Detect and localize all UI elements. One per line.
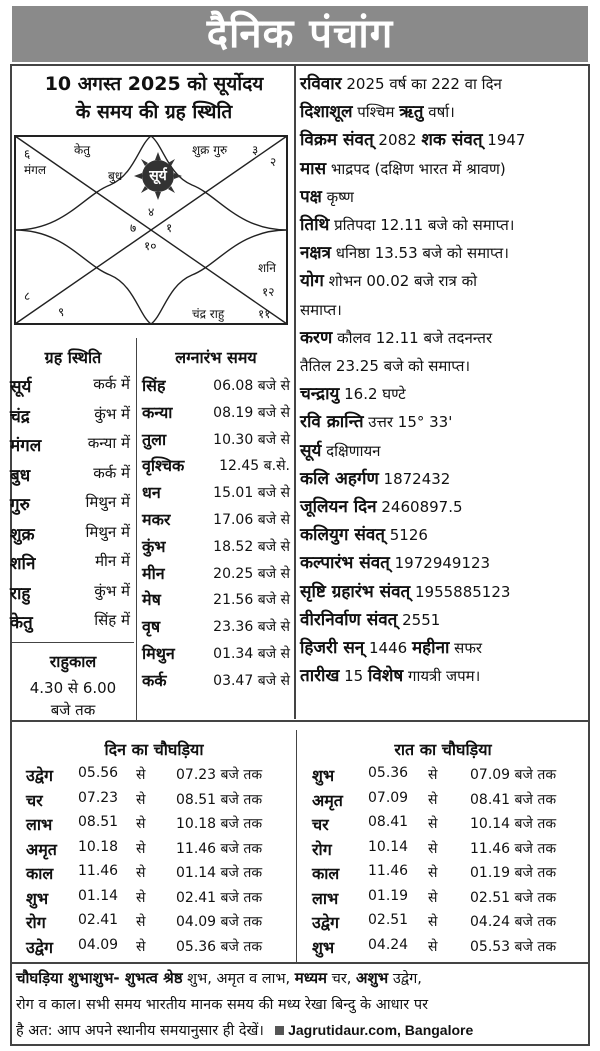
detail-value: गायत्री जपम। [403, 667, 481, 686]
house-7: ७ [130, 221, 137, 235]
choghadiya-to: 05.36 बजे तक [176, 938, 263, 955]
choghadiya-to: 05.53 बजे तक [470, 938, 557, 955]
detail-value: शोभन 00.02 बजे रात्र को [323, 272, 477, 291]
choghadiya-from: 01.19 [368, 887, 409, 904]
detail-value: भाद्रपद (दक्षिण भारत में श्रावण) [326, 159, 506, 178]
detail-line [300, 271, 588, 291]
lagna-time: 23.36 बजे से [213, 619, 290, 636]
lagna-name: सिंह [142, 376, 166, 395]
detail-value: सफर [449, 639, 483, 657]
detail-key: सृष्टि ग्रहारंभ संवत् [300, 581, 411, 602]
raat-choghadiya-row [312, 862, 582, 886]
choghadiya-name: लाभ [26, 815, 53, 834]
site-credit: Jagrutidaur.com, Bangalore [288, 1022, 474, 1038]
choghadiya-from: 05.56 [78, 765, 119, 781]
detail-key: योग [300, 271, 324, 292]
divider-left-cols [136, 338, 137, 721]
choghadiya-to: 11.46 बजे तक [470, 840, 557, 857]
lagna-time: 06.08 बजे से [213, 378, 290, 394]
lagna-time: 20.25 बजे से [213, 565, 290, 582]
lagna-time: 12.45 ब.से. [219, 458, 290, 475]
house-11: ११ [258, 307, 271, 321]
detail-value: 15 [339, 667, 368, 686]
choghadiya-to: 08.41 बजे तक [470, 791, 557, 808]
lagna-heading: लग्नारंभ समय [175, 348, 257, 367]
detail-line [300, 300, 588, 320]
detail-value: पश्चिम [352, 103, 400, 122]
square-icon [275, 1026, 284, 1035]
choghadiya-name: शुभ [26, 888, 49, 908]
lagna-time: 17.06 बजे से [213, 512, 290, 528]
choghadiya-from: 04.09 [78, 936, 119, 953]
sun-icon [134, 152, 182, 200]
detail-line [300, 243, 588, 263]
lagna-name: मिथुन [142, 644, 175, 663]
detail-key: पक्ष [300, 186, 322, 207]
lagna-time: 15.01 बजे से [213, 485, 290, 502]
choghadiya-from: 11.46 [368, 863, 409, 879]
grah-row [10, 433, 130, 459]
detail-key: कलियुग संवत् [300, 525, 385, 546]
grah-name: बुध [10, 465, 31, 486]
raat-choghadiya-row [312, 911, 582, 935]
detail-line [300, 553, 588, 573]
lagna-name: कन्या [142, 402, 173, 422]
din-choghadiya-row [26, 764, 296, 788]
grah-name: केतु [10, 613, 33, 633]
choghadiya-from: 10.18 [78, 838, 119, 855]
detail-line [300, 412, 588, 432]
choghadiya-se: से [428, 767, 438, 783]
detail-value: 2551 [397, 610, 441, 629]
grah-sign: कुंभ में [94, 404, 130, 423]
detail-key: जूलियन दिन [300, 497, 377, 517]
lagna-row [142, 428, 290, 452]
divider-main-vertical [294, 64, 296, 719]
din-choghadiya-row [26, 838, 296, 862]
choghadiya-name: रोग [312, 839, 332, 859]
detail-key: ऋतु [399, 102, 424, 123]
choghadiya-to: 01.19 बजे तक [470, 865, 557, 881]
divider-rahukaal [12, 642, 134, 643]
choghadiya-se: से [428, 938, 438, 955]
choghadiya-from: 11.46 [78, 863, 119, 879]
lagna-name: कर्क [142, 670, 167, 690]
choghadiya-from: 10.14 [368, 838, 409, 855]
detail-value: तैतिल 23.25 बजे को समाप्त। [300, 357, 471, 375]
detail-line [300, 497, 588, 517]
page-title: दैनिक पंचांग [12, 6, 588, 62]
detail-value: 1947 [482, 131, 526, 150]
choghadiya-se: से [136, 865, 146, 881]
raat-choghadiya-row [312, 838, 582, 862]
lagna-row [142, 562, 290, 586]
grah-row [10, 404, 130, 430]
detail-key: विशेष [367, 666, 404, 687]
detail-key: हिजरी सन् [300, 638, 365, 658]
detail-line [300, 102, 588, 122]
choghadiya-name: शुभ [312, 766, 335, 785]
rahukaal-heading: राहुकाल [49, 652, 97, 671]
house-10: १० [144, 239, 157, 253]
detail-key: चन्द्रायु [300, 384, 340, 405]
detail-key: करण [300, 327, 333, 348]
detail-key: तिथि [300, 215, 330, 235]
lagna-name: वृष [142, 617, 161, 637]
choghadiya-se: से [136, 767, 146, 783]
din-choghadiya-row [26, 789, 296, 813]
choghadiya-name: रोग [26, 913, 46, 932]
detail-key: कल्पारंभ संवत् [300, 553, 390, 574]
choghadiya-to: 02.41 बजे तक [176, 889, 263, 906]
din-choghadiya-row [26, 936, 296, 960]
choghadiya-to: 10.14 बजे तक [470, 816, 557, 832]
choghadiya-name: उद्वेग [26, 766, 53, 785]
choghadiya-to: 01.14 बजे तक [176, 865, 263, 881]
choghadiya-from: 02.41 [78, 912, 119, 928]
lagna-row [142, 642, 290, 666]
detail-key: सूर्य [300, 440, 322, 461]
detail-key: मास [300, 158, 327, 179]
lagna-row [142, 481, 290, 505]
grah-sign: मिथुन में [85, 522, 130, 541]
rahukaal-suffix: बजे तक [50, 701, 96, 719]
grah-row [10, 522, 130, 548]
choghadiya-se: से [428, 914, 438, 930]
grah-sign: कन्या में [87, 434, 130, 452]
detail-value: कृष्ण [321, 187, 354, 206]
ketu-label: केतु [74, 143, 91, 157]
detail-line [300, 666, 588, 686]
grah-row [10, 581, 130, 607]
lagna-row [142, 454, 290, 478]
grah-row [10, 492, 130, 518]
choghadiya-to: 04.24 बजे तक [470, 914, 557, 930]
grah-name: सूर्य [10, 377, 32, 397]
detail-line [300, 610, 588, 630]
detail-key: विक्रम संवत् [300, 130, 374, 151]
lagna-row [142, 588, 290, 612]
footer-line-3: है अत: आप अपने स्थानीय समयानुसार ही देखें। Jagrutidaur.com, Bangalore [16, 1022, 474, 1039]
detail-value: 1955885123 [410, 582, 511, 601]
divider-choghadiya-top [10, 720, 590, 722]
choghadiya-from: 08.51 [78, 814, 119, 830]
detail-line [300, 130, 588, 150]
grah-sign: कर्क में [93, 463, 130, 482]
detail-value: उत्तर 15° 33' [363, 413, 453, 432]
grah-row [10, 374, 130, 400]
choghadiya-name: काल [26, 864, 54, 883]
raat-choghadiya-heading: रात का चौघड़िया [394, 740, 492, 759]
detail-line [300, 525, 588, 545]
detail-value: 1972949123 [389, 554, 491, 573]
din-choghadiya-row [26, 813, 296, 837]
lagna-time: 03.47 बजे से [213, 672, 290, 689]
detail-line [300, 582, 588, 602]
grah-sign: मीन में [95, 552, 130, 570]
choghadiya-se: से [136, 938, 146, 955]
lagna-time: 21.56 बजे से [213, 592, 290, 609]
grah-sign: कुंभ में [94, 581, 130, 600]
detail-key: नक्षत्र [300, 243, 332, 264]
grah-name: चंद्र [10, 406, 30, 427]
detail-key: शक संवत् [421, 130, 483, 151]
detail-key: तारीख [300, 666, 340, 687]
detail-value: 1446 [364, 639, 412, 657]
raat-choghadiya-row [312, 789, 582, 813]
choghadiya-se: से [136, 889, 146, 906]
lagna-time: 10.30 बजे से [213, 431, 290, 448]
house-1: १ [166, 221, 173, 235]
house-8: ८ [24, 289, 31, 303]
divider-footer [10, 962, 590, 964]
choghadiya-from: 07.23 [78, 789, 119, 806]
footer-line-2: रोग व काल। सभी समय भारतीय मानक समय की मध्य रेखा बिन्दु के आधार पर [16, 997, 429, 1013]
choghadiya-from: 08.41 [368, 814, 409, 830]
detail-key: रवि क्रान्ति [300, 412, 364, 433]
grah-sign: कर्क में [93, 375, 130, 393]
graha-stithi-title: 10 अगस्त 2025 को सूर्योदय के समय की ग्रह स्थिति [44, 73, 264, 123]
choghadiya-name: लाभ [312, 888, 339, 908]
choghadiya-name: चर [26, 790, 43, 810]
detail-key: वीरनिर्वाण संवत् [300, 609, 398, 630]
choghadiya-name: उद्वेग [26, 937, 53, 957]
detail-line [300, 187, 588, 207]
divider-choghadiya-mid [296, 730, 297, 962]
choghadiya-name: चर [312, 815, 329, 834]
choghadiya-se: से [428, 865, 438, 881]
lagna-name: वृश्चिक [142, 456, 185, 476]
grah-name: गुरु [10, 495, 30, 515]
choghadiya-name: अमृत [312, 790, 343, 810]
choghadiya-se: से [428, 791, 438, 808]
lagna-row [142, 374, 290, 398]
grah-sign: सिंह में [94, 611, 130, 629]
choghadiya-se: से [136, 816, 146, 832]
choghadiya-name: शुभ [312, 937, 335, 957]
choghadiya-to: 11.46 बजे तक [176, 840, 263, 857]
choghadiya-from: 01.14 [78, 887, 119, 904]
choghadiya-from: 07.09 [368, 789, 409, 806]
choghadiya-to: 04.09 बजे तक [176, 914, 263, 930]
detail-line [300, 159, 588, 179]
detail-value: दक्षिणायन [321, 441, 381, 460]
detail-value: धनिष्ठा 13.53 बजे को समाप्त। [331, 244, 509, 263]
lagna-name: तुला [142, 429, 167, 449]
house-9: ९ [58, 305, 65, 319]
detail-value: 16.2 घण्टे [339, 385, 406, 404]
grah-sign: मिथुन में [85, 493, 130, 511]
detail-value: वर्षा। [423, 103, 455, 122]
choghadiya-to: 07.09 बजे तक [470, 767, 557, 783]
detail-line [300, 215, 588, 235]
detail-value: 2082 [373, 131, 422, 150]
lagna-row [142, 669, 290, 693]
lagna-row [142, 508, 290, 532]
budh-label: बुध [108, 169, 123, 183]
lagna-row [142, 401, 290, 425]
rahukaal-time: 4.30 से 6.00 [29, 679, 117, 697]
detail-line [300, 469, 588, 489]
choghadiya-to: 08.51 बजे तक [176, 791, 263, 808]
choghadiya-se: से [428, 840, 438, 857]
detail-line [300, 384, 588, 404]
grah-name: शनि [10, 554, 36, 574]
detail-line [300, 74, 588, 94]
din-choghadiya-row [26, 911, 296, 935]
lagna-time: 08.19 बजे से [213, 404, 290, 421]
detail-value: 2460897.5 [376, 498, 463, 516]
choghadiya-name: अमृत [26, 839, 57, 859]
choghadiya-se: से [136, 914, 146, 930]
din-choghadiya-row [26, 887, 296, 911]
grah-row [10, 551, 130, 577]
sun-label: सूर्य [149, 168, 167, 184]
chandra-rahu-label: चंद्र राहु [192, 307, 225, 321]
detail-value: कौलव 12.11 बजे तदनन्तर [332, 328, 493, 347]
choghadiya-from: 04.24 [368, 936, 409, 953]
grah-name: शुक्र [10, 524, 35, 545]
lagna-name: कुंभ [142, 536, 166, 556]
detail-line [300, 356, 588, 376]
choghadiya-from: 05.36 [368, 765, 409, 781]
choghadiya-to: 02.51 बजे तक [470, 889, 557, 906]
house-3: ३ [252, 143, 259, 157]
detail-key: महीना [411, 638, 450, 658]
grah-row [10, 610, 130, 636]
raat-choghadiya-row [312, 813, 582, 837]
din-choghadiya-heading: दिन का चौघड़िया [104, 740, 204, 759]
house-12: १२ [262, 285, 275, 299]
detail-line [300, 638, 588, 658]
lagna-name: मकर [142, 510, 171, 529]
choghadiya-from: 02.51 [368, 912, 409, 928]
choghadiya-to: 07.23 बजे तक [176, 767, 263, 783]
grah-heading: ग्रह स्थिति [44, 348, 102, 367]
detail-line [300, 328, 588, 348]
choghadiya-se: से [136, 791, 146, 808]
raat-choghadiya-row [312, 936, 582, 960]
detail-value: 1872432 [378, 469, 451, 488]
detail-value: 5126 [384, 526, 428, 545]
choghadiya-se: से [428, 889, 438, 906]
house-4: ४ [148, 205, 155, 219]
choghadiya-se: से [428, 816, 438, 832]
grah-name: राहु [10, 583, 31, 604]
din-choghadiya-row [26, 862, 296, 886]
choghadiya-to: 10.18 बजे तक [176, 816, 263, 832]
detail-value: समाप्त। [300, 300, 342, 319]
lagna-time: 01.34 बजे से [213, 646, 290, 662]
detail-key: दिशाशूल [300, 102, 353, 123]
lagna-name: मेष [142, 590, 161, 610]
choghadiya-se: से [136, 840, 146, 857]
grah-name: मंगल [10, 436, 42, 456]
house-6: ६ [24, 147, 31, 161]
detail-value: 2025 वर्ष का 222 वा दिन [341, 75, 502, 93]
detail-key: रविवार [300, 74, 342, 94]
choghadiya-name: उद्वेग [312, 913, 339, 932]
raat-choghadiya-row [312, 887, 582, 911]
shukra-guru-label: शुक्र गुरु [192, 143, 228, 157]
footer-line-1: चौघड़िया शुभाशुभ- शुभत्व श्रेष्ठ शुभ, अमृत व लाभ, मध्यम चर, अशुभ उद्वेग, [16, 969, 422, 987]
detail-key: कलि अहर्गण [300, 468, 379, 489]
shani-label: शनि [258, 261, 276, 275]
choghadiya-name: काल [312, 864, 340, 883]
detail-line [300, 441, 588, 461]
lagna-name: मीन [142, 563, 165, 583]
lagna-name: धन [142, 483, 161, 503]
grah-row [10, 463, 130, 489]
lagna-time: 18.52 बजे से [213, 538, 290, 555]
raat-choghadiya-row [312, 764, 582, 788]
mangal-label: मंगल [24, 163, 47, 177]
detail-value: प्रतिपदा 12.11 बजे को समाप्त। [329, 216, 515, 234]
lagna-row [142, 615, 290, 639]
house-2: २ [270, 155, 277, 169]
lagna-row [142, 535, 290, 559]
